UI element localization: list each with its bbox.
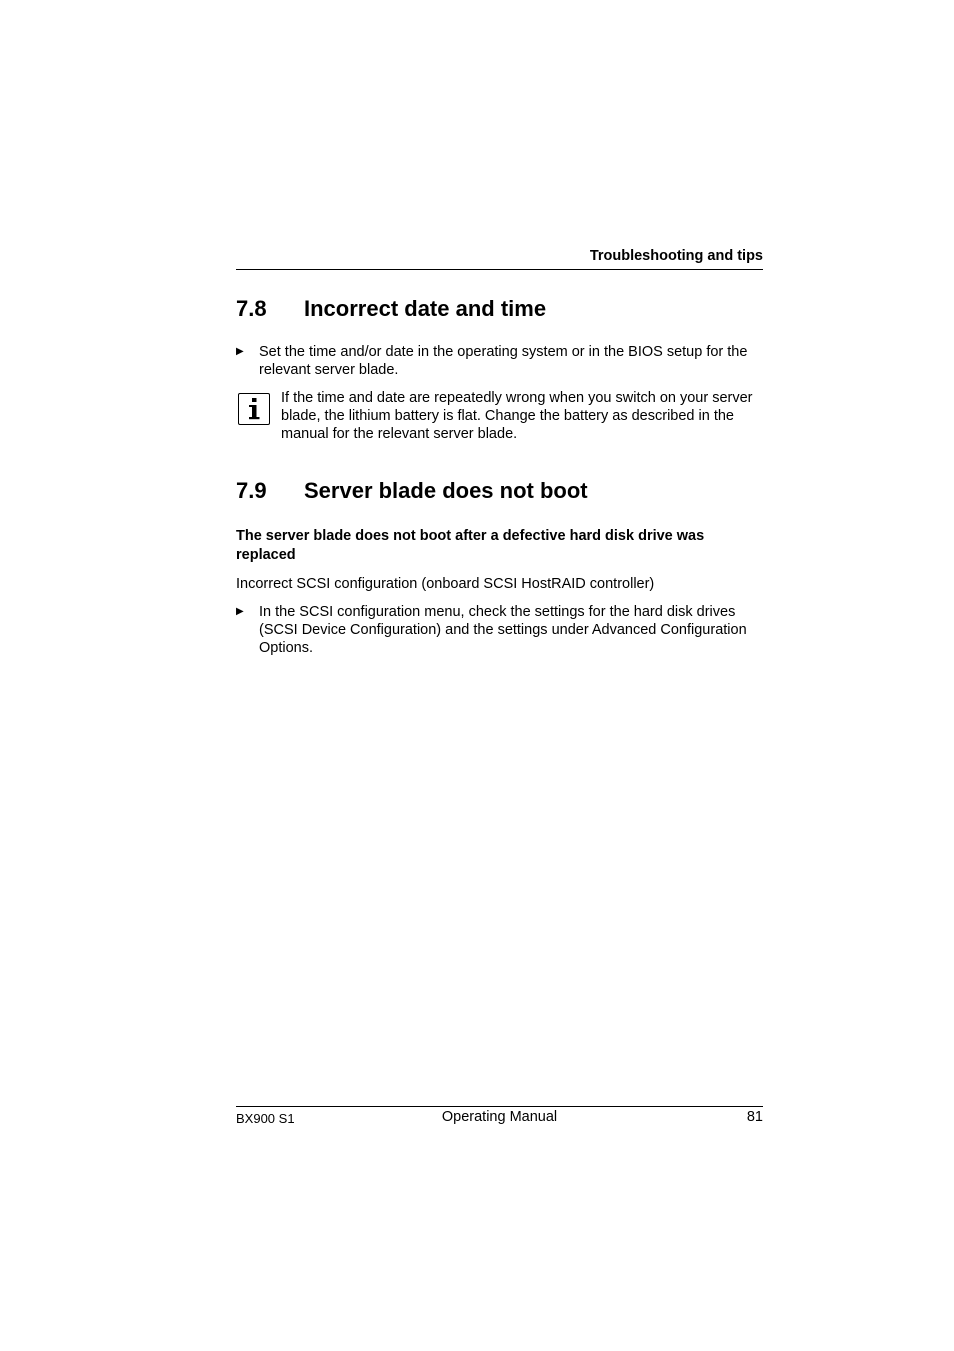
section-number: 7.9 xyxy=(236,478,267,503)
cause-paragraph: Incorrect SCSI configuration (onboard SCSI HostRAID controller) xyxy=(236,576,655,592)
page-footer xyxy=(236,1109,763,1129)
bullet-triangle-icon: ▶ xyxy=(236,606,244,617)
bullet-item xyxy=(236,603,763,658)
info-i-glyph xyxy=(247,397,261,421)
section-heading-7-9 xyxy=(236,478,588,504)
footer-product: BX900 S1 xyxy=(236,1111,295,1126)
info-note xyxy=(236,389,763,444)
header-rule xyxy=(236,269,763,270)
page-number: 81 xyxy=(746,1109,763,1125)
bullet-item xyxy=(236,343,763,379)
footer-manual-title: Operating Manual xyxy=(441,1109,558,1125)
info-icon xyxy=(238,393,270,425)
problem-subheading: The server blade does not boot after a defective hard disk drive was replaced xyxy=(236,528,705,563)
footer-rule xyxy=(236,1106,763,1107)
running-header: Troubleshooting and tips xyxy=(589,248,763,264)
section-number: 7.8 xyxy=(236,296,267,321)
bullet-text: In the SCSI configuration menu, check the settings for the hard disk drives (SCSI Device Configuration) and the settings under Advanced Configuration Options. xyxy=(259,604,747,657)
bullet-text: Set the time and/or date in the operating system or in the BIOS setup for the relevant server blade. xyxy=(259,344,748,379)
bullet-triangle-icon: ▶ xyxy=(236,346,244,357)
section-title: Incorrect date and time xyxy=(304,296,547,321)
section-title: Server blade does not boot xyxy=(304,478,588,503)
info-note-text: If the time and date are repeatedly wrong when you switch on your server blade, the lithium battery is flat. Change the battery as described in the manual for the relevant server blade. xyxy=(281,390,753,443)
manual-page xyxy=(236,0,763,1351)
section-heading-7-8 xyxy=(236,296,546,322)
